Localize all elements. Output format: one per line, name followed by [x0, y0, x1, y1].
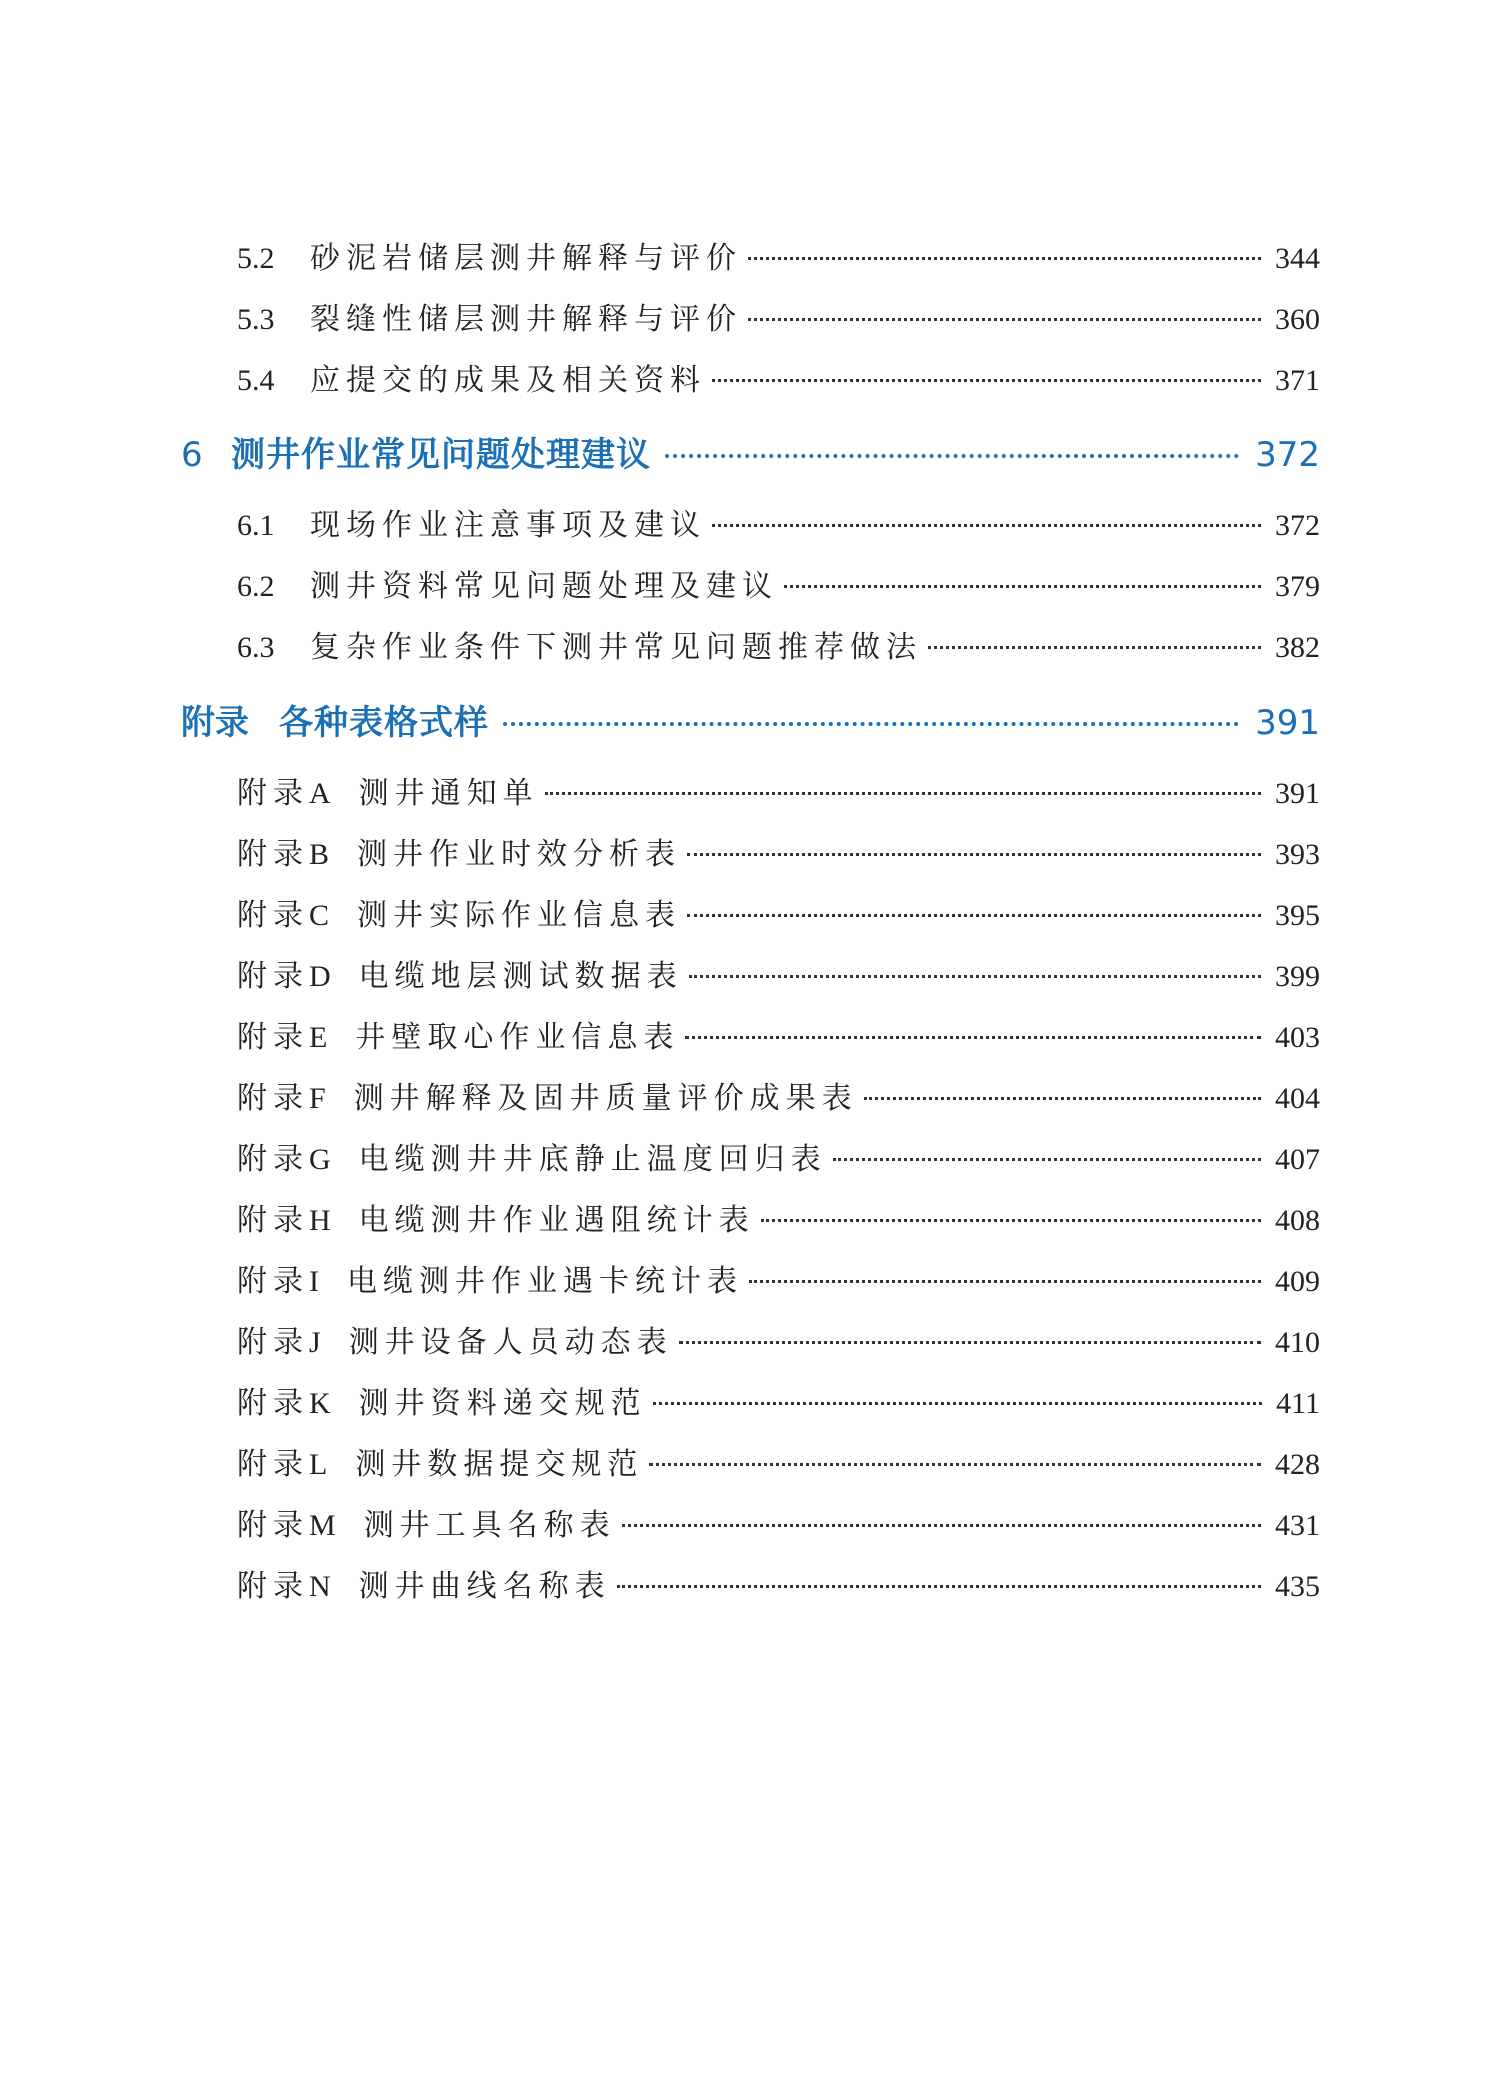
appendix-title: 电缆测井作业遇阻统计表 [358, 1203, 755, 1238]
appendix-title: 电缆地层测试数据表 [358, 959, 683, 994]
appendix-prefix: 附录 [237, 959, 309, 994]
chapter-title: 各种表格式样 [279, 703, 489, 743]
leader-dots [687, 853, 1261, 856]
page-number: 431 [1275, 1509, 1320, 1542]
appendix-prefix: 附录 [237, 1081, 309, 1116]
page-number: 360 [1275, 303, 1320, 336]
page-number: 399 [1275, 960, 1320, 993]
leader-dots [761, 1219, 1261, 1222]
leader-dots [653, 1402, 1262, 1405]
toc-appendix-g[interactable] [237, 1140, 1320, 1180]
appendix-letter: I [309, 1265, 319, 1298]
page-number: 403 [1275, 1021, 1320, 1054]
leader-dots [833, 1158, 1261, 1161]
page-number: 391 [1255, 703, 1320, 743]
leader-dots [665, 454, 1239, 458]
leader-dots [545, 792, 1261, 795]
chapter-number: 6 [181, 435, 203, 475]
appendix-title: 测井设备人员动态表 [348, 1325, 673, 1360]
section-title: 裂缝性储层测井解释与评价 [310, 302, 742, 337]
toc-appendix-l[interactable] [237, 1445, 1320, 1485]
leader-dots [685, 1036, 1261, 1039]
appendix-title: 测井资料递交规范 [358, 1386, 647, 1421]
toc-entry-5-2[interactable] [237, 239, 1320, 279]
page-number: 408 [1275, 1204, 1320, 1237]
toc-appendix-k[interactable] [237, 1384, 1320, 1424]
page-number: 391 [1275, 777, 1320, 810]
page-number: 435 [1275, 1570, 1320, 1603]
toc-appendix-c[interactable] [237, 896, 1320, 936]
appendix-letter: M [309, 1509, 336, 1542]
leader-dots [679, 1341, 1261, 1344]
toc-appendix-i[interactable] [237, 1262, 1320, 1302]
appendix-prefix: 附录 [237, 1386, 309, 1421]
page-number: 395 [1275, 899, 1320, 932]
appendix-prefix: 附录 [237, 898, 309, 933]
leader-dots [617, 1585, 1261, 1588]
page-number: 410 [1275, 1326, 1320, 1359]
toc-entry-5-4[interactable] [237, 361, 1320, 401]
appendix-letter: A [309, 777, 331, 810]
toc-appendix-d[interactable] [237, 957, 1320, 997]
section-number: 5.4 [237, 364, 275, 397]
appendix-prefix: 附录 [237, 1447, 309, 1482]
appendix-letter: H [309, 1204, 331, 1237]
leader-dots [748, 257, 1261, 260]
section-number: 6.2 [237, 570, 275, 603]
toc-appendix-f[interactable] [237, 1079, 1320, 1119]
appendix-letter: B [309, 838, 330, 871]
section-number: 5.3 [237, 303, 275, 336]
chapter-title: 测井作业常见问题处理建议 [231, 435, 651, 475]
appendix-prefix: 附录 [237, 1508, 309, 1543]
appendix-title: 测井实际作业信息表 [357, 898, 682, 933]
leader-dots [649, 1463, 1261, 1466]
leader-dots [712, 379, 1261, 382]
page-number: 428 [1275, 1448, 1320, 1481]
appendix-prefix: 附录 [237, 1203, 309, 1238]
appendix-title: 测井曲线名称表 [358, 1569, 611, 1604]
toc-appendix-e[interactable] [237, 1018, 1320, 1058]
page-number: 379 [1275, 570, 1320, 603]
toc-entry-6-2[interactable] [237, 567, 1320, 607]
appendix-prefix: 附录 [237, 1142, 309, 1177]
appendix-title: 井壁取心作业信息表 [355, 1020, 680, 1055]
section-number: 6.3 [237, 631, 275, 664]
page-number: 372 [1255, 435, 1320, 475]
page-number: 344 [1275, 242, 1320, 275]
section-title: 应提交的成果及相关资料 [310, 363, 706, 398]
leader-dots [622, 1524, 1261, 1527]
section-number: 5.2 [237, 242, 275, 275]
section-title: 现场作业注意事项及建议 [310, 508, 706, 543]
page-number: 407 [1275, 1143, 1320, 1176]
leader-dots [503, 722, 1239, 726]
toc-appendix-n[interactable] [237, 1567, 1320, 1607]
appendix-title: 测井作业时效分析表 [357, 837, 682, 872]
appendix-letter: J [309, 1326, 321, 1359]
toc-chapter-6[interactable] [181, 435, 1320, 475]
page-number: 411 [1276, 1387, 1320, 1420]
leader-dots [689, 975, 1261, 978]
appendix-prefix: 附录 [237, 1569, 309, 1604]
appendix-prefix: 附录 [237, 1325, 309, 1360]
appendix-letter: L [309, 1448, 328, 1481]
appendix-letter: G [309, 1143, 331, 1176]
appendix-letter: N [309, 1570, 331, 1603]
appendix-prefix: 附录 [237, 837, 309, 872]
section-title: 测井资料常见问题处理及建议 [310, 569, 778, 604]
appendix-title: 电缆测井作业遇卡统计表 [347, 1264, 743, 1299]
leader-dots [749, 1280, 1261, 1283]
appendix-letter: F [309, 1082, 326, 1115]
toc-entry-6-3[interactable] [237, 628, 1320, 668]
appendix-letter: E [309, 1021, 328, 1054]
leader-dots [784, 585, 1261, 588]
appendix-prefix: 附录 [237, 776, 309, 811]
appendix-prefix: 附录 [237, 1020, 309, 1055]
appendix-title: 测井工具名称表 [363, 1508, 616, 1543]
leader-dots [687, 914, 1261, 917]
section-title: 复杂作业条件下测井常见问题推荐做法 [310, 630, 922, 665]
appendix-title: 测井数据提交规范 [355, 1447, 644, 1482]
appendix-title: 电缆测井井底静止温度回归表 [358, 1142, 827, 1177]
toc-entry-5-3[interactable] [237, 300, 1320, 340]
toc-appendix-h[interactable] [237, 1201, 1320, 1241]
toc-appendix-b[interactable] [237, 835, 1320, 875]
toc-appendix-a[interactable] [237, 774, 1320, 814]
page-number: 371 [1275, 364, 1320, 397]
leader-dots [928, 646, 1261, 649]
section-number: 6.1 [237, 509, 275, 542]
appendix-letter: D [309, 960, 331, 993]
page-number: 393 [1275, 838, 1320, 871]
leader-dots [748, 318, 1261, 321]
toc-appendix-j[interactable] [237, 1323, 1320, 1363]
appendix-title: 测井解释及固井质量评价成果表 [353, 1081, 858, 1116]
page-number: 404 [1275, 1082, 1320, 1115]
toc-appendix-m[interactable] [237, 1506, 1320, 1546]
leader-dots [864, 1097, 1261, 1100]
toc-entry-6-1[interactable] [237, 506, 1320, 546]
section-title: 砂泥岩储层测井解释与评价 [310, 241, 742, 276]
page-number: 382 [1275, 631, 1320, 664]
toc-chapter-appendix[interactable] [181, 703, 1320, 743]
appendix-prefix: 附录 [237, 1264, 309, 1299]
page-number: 372 [1275, 509, 1320, 542]
appendix-letter: C [309, 899, 330, 932]
appendix-title: 测井通知单 [358, 776, 539, 811]
leader-dots [712, 524, 1261, 527]
chapter-number: 附录 [181, 703, 249, 743]
page-number: 409 [1275, 1265, 1320, 1298]
appendix-letter: K [309, 1387, 331, 1420]
